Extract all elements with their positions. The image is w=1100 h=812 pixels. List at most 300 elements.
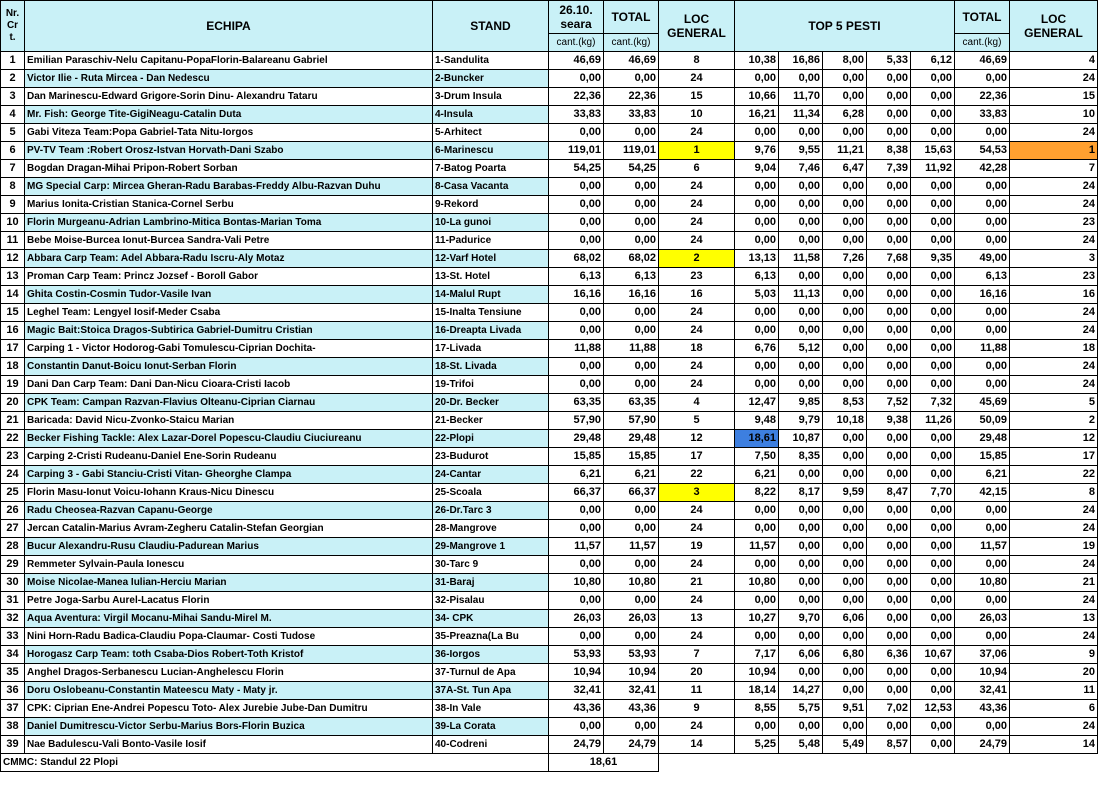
catch-kg: 0,00 [549, 376, 604, 394]
loc-general-final: 13 [1010, 610, 1098, 628]
loc-general-final: 24 [1010, 178, 1098, 196]
loc-general-final: 6 [1010, 700, 1098, 718]
total-kg: 24,79 [604, 736, 659, 754]
team-name: Daniel Dumitrescu-Victor Serbu-Marius Bors-Florin Buzica [25, 718, 433, 736]
fish-5: 0,00 [911, 466, 955, 484]
fish-4: 7,52 [867, 394, 911, 412]
fish-3: 0,00 [823, 502, 867, 520]
loc-general: 24 [659, 502, 735, 520]
fish-5: 0,00 [911, 322, 955, 340]
loc-general: 22 [659, 466, 735, 484]
header-nr: Nr. Cr t. [1, 1, 25, 52]
table-row [1, 520, 1098, 538]
fish-1: 0,00 [735, 502, 779, 520]
row-number: 34 [1, 646, 25, 664]
team-name: Jercan Catalin-Marius Avram-Zegheru Catalin-Stefan Georgian [25, 520, 433, 538]
fish-5: 0,00 [911, 286, 955, 304]
team-name: Magic Bait:Stoica Dragos-Subtirica Gabriel-Dumitru Cristian [25, 322, 433, 340]
fish-1: 0,00 [735, 628, 779, 646]
stand-name: 20-Dr. Becker [433, 394, 549, 412]
stand-name: 14-Malul Rupt [433, 286, 549, 304]
fish-5: 0,00 [911, 520, 955, 538]
fish-4: 0,00 [867, 430, 911, 448]
total-kg: 0,00 [604, 124, 659, 142]
fish-2: 0,00 [779, 556, 823, 574]
total-kg: 11,88 [604, 340, 659, 358]
top5-total-kg: 0,00 [955, 520, 1010, 538]
fish-5: 0,00 [911, 304, 955, 322]
loc-general-final: 24 [1010, 592, 1098, 610]
catch-kg: 68,02 [549, 250, 604, 268]
table-row [1, 700, 1098, 718]
fish-4: 0,00 [867, 628, 911, 646]
loc-general: 24 [659, 520, 735, 538]
loc-general: 24 [659, 322, 735, 340]
table-row [1, 646, 1098, 664]
team-name: Abbara Carp Team: Adel Abbara-Radu Iscru-Aly Motaz [25, 250, 433, 268]
total-kg: 63,35 [604, 394, 659, 412]
fish-2: 0,00 [779, 376, 823, 394]
table-row [1, 556, 1098, 574]
row-number: 11 [1, 232, 25, 250]
catch-kg: 119,01 [549, 142, 604, 160]
table-row [1, 538, 1098, 556]
fish-3: 0,00 [823, 448, 867, 466]
fish-3: 9,51 [823, 700, 867, 718]
row-number: 28 [1, 538, 25, 556]
table-row [1, 232, 1098, 250]
catch-kg: 63,35 [549, 394, 604, 412]
table-row [1, 628, 1098, 646]
catch-kg: 33,83 [549, 106, 604, 124]
team-name: Ghita Costin-Cosmin Tudor-Vasile Ivan [25, 286, 433, 304]
fish-4: 0,00 [867, 286, 911, 304]
fish-3: 0,00 [823, 196, 867, 214]
total-kg: 0,00 [604, 520, 659, 538]
fish-3: 0,00 [823, 70, 867, 88]
team-name: Radu Cheosea-Razvan Capanu-George [25, 502, 433, 520]
fish-3: 0,00 [823, 322, 867, 340]
fish-2: 11,34 [779, 106, 823, 124]
fish-1: 9,04 [735, 160, 779, 178]
catch-kg: 0,00 [549, 304, 604, 322]
team-name: Dani Dan Carp Team: Dani Dan-Nicu Cioara-Cristi Iacob [25, 376, 433, 394]
fish-1: 0,00 [735, 214, 779, 232]
top5-total-kg: 0,00 [955, 178, 1010, 196]
header-date: 26.10. seara [549, 1, 604, 34]
team-name: Horogasz Carp Team: toth Csaba-Dios Robert-Toth Kristof [25, 646, 433, 664]
loc-general: 10 [659, 106, 735, 124]
fish-2: 8,35 [779, 448, 823, 466]
loc-general: 12 [659, 430, 735, 448]
stand-name: 22-Plopi [433, 430, 549, 448]
loc-general-final: 7 [1010, 160, 1098, 178]
table-row [1, 718, 1098, 736]
team-name: MG Special Carp: Mircea Gheran-Radu Barabas-Freddy Albu-Razvan Duhu [25, 178, 433, 196]
row-number: 31 [1, 592, 25, 610]
loc-general: 1 [659, 142, 735, 160]
catch-kg: 6,13 [549, 268, 604, 286]
total-kg: 26,03 [604, 610, 659, 628]
fish-3: 8,00 [823, 52, 867, 70]
catch-kg: 0,00 [549, 628, 604, 646]
total-kg: 119,01 [604, 142, 659, 160]
table-row [1, 394, 1098, 412]
header-stand: STAND [433, 1, 549, 52]
fish-4: 0,00 [867, 592, 911, 610]
loc-general: 9 [659, 700, 735, 718]
header-unit-total: cant.(kg) [604, 34, 659, 52]
fish-4: 6,36 [867, 646, 911, 664]
loc-general: 20 [659, 664, 735, 682]
header-total: TOTAL [604, 1, 659, 34]
top5-total-kg: 0,00 [955, 592, 1010, 610]
fish-2: 0,00 [779, 214, 823, 232]
fish-2: 0,00 [779, 268, 823, 286]
catch-kg: 10,80 [549, 574, 604, 592]
loc-general-final: 22 [1010, 466, 1098, 484]
table-row [1, 124, 1098, 142]
table-row [1, 106, 1098, 124]
loc-general: 8 [659, 52, 735, 70]
fish-4: 0,00 [867, 610, 911, 628]
fish-5: 0,00 [911, 268, 955, 286]
fish-5: 0,00 [911, 718, 955, 736]
team-name: Bogdan Dragan-Mihai Pripon-Robert Sorban [25, 160, 433, 178]
fish-3: 6,80 [823, 646, 867, 664]
team-name: Becker Fishing Tackle: Alex Lazar-Dorel Popescu-Claudiu Ciuciureanu [25, 430, 433, 448]
stand-name: 19-Trifoi [433, 376, 549, 394]
top5-total-kg: 46,69 [955, 52, 1010, 70]
table-row [1, 142, 1098, 160]
stand-name: 34- CPK [433, 610, 549, 628]
stand-name: 31-Baraj [433, 574, 549, 592]
loc-general: 5 [659, 412, 735, 430]
fish-1: 0,00 [735, 304, 779, 322]
fish-1: 7,50 [735, 448, 779, 466]
top5-total-kg: 0,00 [955, 376, 1010, 394]
top5-total-kg: 43,36 [955, 700, 1010, 718]
top5-total-kg: 6,21 [955, 466, 1010, 484]
team-name: Petre Joga-Sarbu Aurel-Lacatus Florin [25, 592, 433, 610]
fish-4: 0,00 [867, 466, 911, 484]
fish-3: 0,00 [823, 88, 867, 106]
fish-1: 10,80 [735, 574, 779, 592]
team-name: Anghel Dragos-Serbanescu Lucian-Anghelescu Florin [25, 664, 433, 682]
team-name: Constantin Danut-Boicu Ionut-Serban Florin [25, 358, 433, 376]
total-kg: 6,21 [604, 466, 659, 484]
top5-total-kg: 42,15 [955, 484, 1010, 502]
fish-5: 0,00 [911, 610, 955, 628]
loc-general: 24 [659, 70, 735, 88]
stand-name: 15-Inalta Tensiune [433, 304, 549, 322]
loc-general: 24 [659, 196, 735, 214]
table-row [1, 286, 1098, 304]
table-row [1, 448, 1098, 466]
row-number: 26 [1, 502, 25, 520]
fish-1: 6,76 [735, 340, 779, 358]
stand-name: 4-Insula [433, 106, 549, 124]
stand-name: 6-Marinescu [433, 142, 549, 160]
table-row [1, 268, 1098, 286]
fish-5: 0,00 [911, 574, 955, 592]
total-kg: 0,00 [604, 70, 659, 88]
fish-1: 6,13 [735, 268, 779, 286]
loc-general-final: 15 [1010, 88, 1098, 106]
team-name: Nae Badulescu-Vali Bonto-Vasile Iosif [25, 736, 433, 754]
fish-1: 0,00 [735, 322, 779, 340]
stand-name: 37A-St. Tun Apa [433, 682, 549, 700]
row-number: 14 [1, 286, 25, 304]
loc-general-final: 19 [1010, 538, 1098, 556]
fish-3: 0,00 [823, 358, 867, 376]
loc-general: 24 [659, 124, 735, 142]
table-row [1, 502, 1098, 520]
fish-3: 0,00 [823, 232, 867, 250]
total-kg: 66,37 [604, 484, 659, 502]
fish-4: 8,38 [867, 142, 911, 160]
fish-1: 0,00 [735, 70, 779, 88]
footer-spacer [433, 754, 549, 772]
fish-2: 0,00 [779, 664, 823, 682]
stand-name: 1-Sandulita [433, 52, 549, 70]
total-kg: 6,13 [604, 268, 659, 286]
stand-name: 12-Varf Hotel [433, 250, 549, 268]
fish-5: 0,00 [911, 358, 955, 376]
team-name: Nini Horn-Radu Badica-Claudiu Popa-Claumar- Costi Tudose [25, 628, 433, 646]
catch-kg: 16,16 [549, 286, 604, 304]
catch-kg: 0,00 [549, 592, 604, 610]
header-loc-general-final: LOC GENERAL [1010, 1, 1098, 52]
fish-4: 9,38 [867, 412, 911, 430]
fish-4: 0,00 [867, 232, 911, 250]
fish-4: 0,00 [867, 502, 911, 520]
row-number: 29 [1, 556, 25, 574]
row-number: 19 [1, 376, 25, 394]
stand-name: 25-Scoala [433, 484, 549, 502]
team-name: Carping 1 - Victor Hodorog-Gabi Tomulescu-Ciprian Dochita- [25, 340, 433, 358]
total-kg: 0,00 [604, 304, 659, 322]
footer-value: 18,61 [549, 754, 659, 772]
row-number: 4 [1, 106, 25, 124]
table-row [1, 466, 1098, 484]
loc-general-final: 12 [1010, 430, 1098, 448]
fish-4: 0,00 [867, 376, 911, 394]
fish-4: 0,00 [867, 322, 911, 340]
loc-general-final: 14 [1010, 736, 1098, 754]
header-unit-date: cant.(kg) [549, 34, 604, 52]
catch-kg: 0,00 [549, 196, 604, 214]
stand-name: 7-Batog Poarta [433, 160, 549, 178]
table-row [1, 322, 1098, 340]
row-number: 15 [1, 304, 25, 322]
fish-5: 0,00 [911, 214, 955, 232]
fish-5: 10,67 [911, 646, 955, 664]
fish-1: 0,00 [735, 376, 779, 394]
table-row [1, 358, 1098, 376]
fish-1: 10,66 [735, 88, 779, 106]
fish-5: 0,00 [911, 376, 955, 394]
stand-name: 13-St. Hotel [433, 268, 549, 286]
total-kg: 11,57 [604, 538, 659, 556]
fish-3: 0,00 [823, 538, 867, 556]
row-number: 35 [1, 664, 25, 682]
fish-1: 10,94 [735, 664, 779, 682]
row-number: 21 [1, 412, 25, 430]
table-row [1, 430, 1098, 448]
top5-total-kg: 0,00 [955, 628, 1010, 646]
team-name: Dan Marinescu-Edward Grigore-Sorin Dinu- Alexandru Tataru [25, 88, 433, 106]
loc-general: 24 [659, 232, 735, 250]
row-number: 33 [1, 628, 25, 646]
catch-kg: 11,88 [549, 340, 604, 358]
table-row [1, 88, 1098, 106]
fish-5: 0,00 [911, 232, 955, 250]
stand-name: 5-Arhitect [433, 124, 549, 142]
catch-kg: 32,41 [549, 682, 604, 700]
header-row [1, 1, 1098, 34]
header-unit-total-top5: cant.(kg) [955, 34, 1010, 52]
table-row [1, 250, 1098, 268]
table-row [1, 160, 1098, 178]
fish-2: 0,00 [779, 592, 823, 610]
top5-total-kg: 26,03 [955, 610, 1010, 628]
fish-5: 7,70 [911, 484, 955, 502]
team-name: Moise Nicolae-Manea Iulian-Herciu Marian [25, 574, 433, 592]
table-row [1, 52, 1098, 70]
catch-kg: 46,69 [549, 52, 604, 70]
stand-name: 40-Codreni [433, 736, 549, 754]
stand-name: 18-St. Livada [433, 358, 549, 376]
catch-kg: 57,90 [549, 412, 604, 430]
row-number: 1 [1, 52, 25, 70]
fish-2: 11,13 [779, 286, 823, 304]
loc-general: 13 [659, 610, 735, 628]
top5-total-kg: 32,41 [955, 682, 1010, 700]
fish-4: 7,39 [867, 160, 911, 178]
fish-2: 10,87 [779, 430, 823, 448]
table-row [1, 376, 1098, 394]
fish-5: 0,00 [911, 106, 955, 124]
fish-1: 0,00 [735, 718, 779, 736]
row-number: 3 [1, 88, 25, 106]
row-number: 17 [1, 340, 25, 358]
table-row [1, 214, 1098, 232]
row-number: 6 [1, 142, 25, 160]
stand-name: 10-La gunoi [433, 214, 549, 232]
stand-name: 39-La Corata [433, 718, 549, 736]
fish-3: 6,28 [823, 106, 867, 124]
team-name: Doru Oslobeanu-Constantin Mateescu Maty - Maty jr. [25, 682, 433, 700]
stand-name: 24-Cantar [433, 466, 549, 484]
catch-kg: 0,00 [549, 322, 604, 340]
stand-name: 21-Becker [433, 412, 549, 430]
loc-general: 24 [659, 592, 735, 610]
top5-total-kg: 24,79 [955, 736, 1010, 754]
header-loc-general: LOC GENERAL [659, 1, 735, 52]
fish-2: 0,00 [779, 304, 823, 322]
fish-5: 6,12 [911, 52, 955, 70]
total-kg: 0,00 [604, 628, 659, 646]
team-name: Mr. Fish: George Tite-GigiNeagu-Catalin Duta [25, 106, 433, 124]
loc-general: 24 [659, 718, 735, 736]
catch-kg: 66,37 [549, 484, 604, 502]
fish-3: 0,00 [823, 340, 867, 358]
fish-1: 9,48 [735, 412, 779, 430]
stand-name: 32-Pisalau [433, 592, 549, 610]
top5-total-kg: 0,00 [955, 232, 1010, 250]
fish-4: 7,68 [867, 250, 911, 268]
total-kg: 0,00 [604, 214, 659, 232]
loc-general: 19 [659, 538, 735, 556]
header-top5-pesti: TOP 5 PESTI [735, 1, 955, 52]
fish-4: 0,00 [867, 574, 911, 592]
top5-total-kg: 10,80 [955, 574, 1010, 592]
total-kg: 33,83 [604, 106, 659, 124]
catch-kg: 0,00 [549, 124, 604, 142]
fish-2: 0,00 [779, 196, 823, 214]
fish-3: 7,26 [823, 250, 867, 268]
loc-general: 18 [659, 340, 735, 358]
fish-1: 16,21 [735, 106, 779, 124]
fish-1: 10,38 [735, 52, 779, 70]
fish-3: 9,59 [823, 484, 867, 502]
fish-1: 9,76 [735, 142, 779, 160]
top5-total-kg: 0,00 [955, 502, 1010, 520]
footer-row [1, 754, 1098, 772]
fish-5: 0,00 [911, 556, 955, 574]
table-row [1, 736, 1098, 754]
stand-name: 17-Livada [433, 340, 549, 358]
fish-2: 0,00 [779, 574, 823, 592]
table-row [1, 484, 1098, 502]
top5-total-kg: 33,83 [955, 106, 1010, 124]
top5-total-kg: 22,36 [955, 88, 1010, 106]
fish-4: 0,00 [867, 88, 911, 106]
loc-general: 17 [659, 448, 735, 466]
catch-kg: 0,00 [549, 232, 604, 250]
header-echipa: ECHIPA [25, 1, 433, 52]
table-body [1, 52, 1098, 754]
loc-general-final: 24 [1010, 502, 1098, 520]
loc-general-final: 23 [1010, 268, 1098, 286]
fish-2: 0,00 [779, 538, 823, 556]
fish-5: 0,00 [911, 70, 955, 88]
stand-name: 28-Mangrove [433, 520, 549, 538]
team-name: Bucur Alexandru-Rusu Claudiu-Padurean Marius [25, 538, 433, 556]
loc-general: 4 [659, 394, 735, 412]
fish-2: 0,00 [779, 322, 823, 340]
top5-total-kg: 10,94 [955, 664, 1010, 682]
top5-total-kg: 29,48 [955, 430, 1010, 448]
team-name: Bebe Moise-Burcea Ionut-Burcea Sandra-Vali Petre [25, 232, 433, 250]
loc-general: 23 [659, 268, 735, 286]
loc-general-final: 24 [1010, 196, 1098, 214]
fish-1: 10,27 [735, 610, 779, 628]
catch-kg: 11,57 [549, 538, 604, 556]
fish-5: 0,00 [911, 628, 955, 646]
fish-4: 0,00 [867, 448, 911, 466]
stand-name: 9-Rekord [433, 196, 549, 214]
fish-5: 0,00 [911, 196, 955, 214]
fish-1: 8,55 [735, 700, 779, 718]
loc-general-final: 16 [1010, 286, 1098, 304]
total-kg: 43,36 [604, 700, 659, 718]
top5-total-kg: 16,16 [955, 286, 1010, 304]
team-name: Carping 2-Cristi Rudeanu-Daniel Ene-Sorin Rudeanu [25, 448, 433, 466]
top5-total-kg: 0,00 [955, 718, 1010, 736]
fish-3: 0,00 [823, 574, 867, 592]
